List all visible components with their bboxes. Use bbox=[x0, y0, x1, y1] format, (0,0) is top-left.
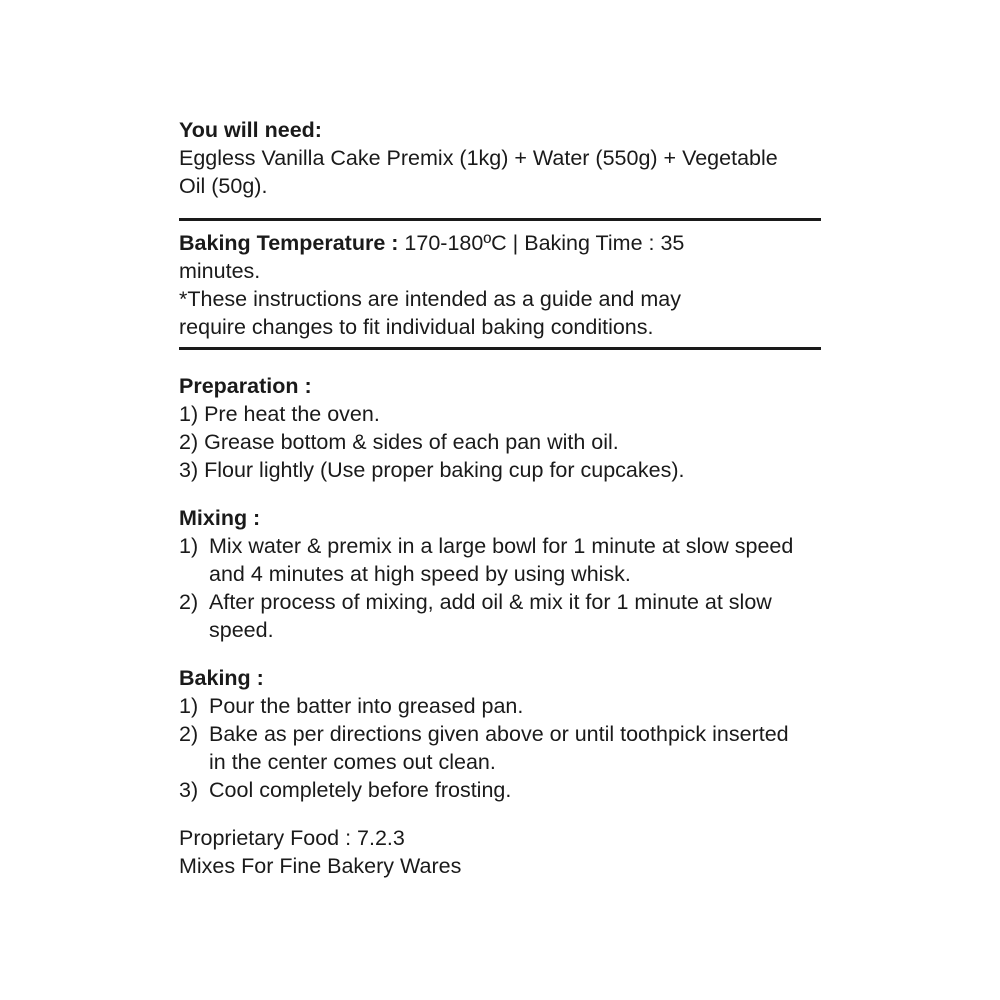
step-text: Cool completely before frosting. bbox=[209, 778, 512, 802]
mixing-step bbox=[179, 588, 821, 644]
mixing-steps bbox=[179, 532, 821, 644]
footer-line: Proprietary Food : 7.2.3 bbox=[179, 826, 405, 850]
step-text: speed. bbox=[209, 618, 274, 642]
temperature-section bbox=[179, 229, 821, 341]
baking-step bbox=[179, 692, 821, 720]
content-block bbox=[179, 116, 821, 880]
temperature-label: Baking Temperature : bbox=[179, 231, 399, 255]
step-number: 1) bbox=[179, 534, 199, 558]
mixing-step bbox=[179, 532, 821, 588]
mixing-heading: Mixing : bbox=[179, 506, 261, 530]
guide-note-line: *These instructions are intended as a guide and may bbox=[179, 287, 681, 311]
footer-line: Mixes For Fine Bakery Wares bbox=[179, 854, 462, 878]
preparation-item: 1) Pre heat the oven. bbox=[179, 402, 380, 426]
baking-heading: Baking : bbox=[179, 666, 264, 690]
step-text: in the center comes out clean. bbox=[209, 750, 496, 774]
step-text: Bake as per directions given above or until toothpick inserted bbox=[209, 722, 789, 746]
step-text: and 4 minutes at high speed by using whisk. bbox=[209, 562, 631, 586]
temperature-value: 170-180ºC | Baking Time : 35 bbox=[398, 231, 685, 255]
temperature-line bbox=[179, 229, 821, 257]
preparation-item: 3) Flour lightly (Use proper baking cup for cupcakes). bbox=[179, 458, 685, 482]
baking-step bbox=[179, 720, 821, 776]
step-text: After process of mixing, add oil & mix it for 1 minute at slow bbox=[209, 590, 772, 614]
needs-line: Oil (50g). bbox=[179, 174, 268, 198]
step-number: 2) bbox=[179, 722, 199, 746]
needs-line: Eggless Vanilla Cake Premix (1kg) + Water (550g) + Vegetable bbox=[179, 146, 778, 170]
divider-rule bbox=[179, 347, 821, 350]
preparation-item: 2) Grease bottom & sides of each pan with oil. bbox=[179, 430, 619, 454]
needs-heading: You will need: bbox=[179, 118, 322, 142]
step-text: Mix water & premix in a large bowl for 1 minute at slow speed bbox=[209, 534, 794, 558]
baking-steps bbox=[179, 692, 821, 804]
needs-section bbox=[179, 116, 821, 200]
baking-section bbox=[179, 664, 821, 804]
footer-section bbox=[179, 824, 821, 880]
mixing-section bbox=[179, 504, 821, 644]
preparation-heading: Preparation : bbox=[179, 374, 312, 398]
step-text: Pour the batter into greased pan. bbox=[209, 694, 524, 718]
temperature-line-2: minutes. bbox=[179, 259, 261, 283]
step-number: 2) bbox=[179, 590, 199, 614]
guide-note-line: require changes to fit individual baking conditions. bbox=[179, 315, 654, 339]
divider-rule bbox=[179, 218, 821, 221]
baking-step bbox=[179, 776, 821, 804]
step-number: 1) bbox=[179, 694, 199, 718]
step-number: 3) bbox=[179, 778, 199, 802]
preparation-section bbox=[179, 372, 821, 484]
